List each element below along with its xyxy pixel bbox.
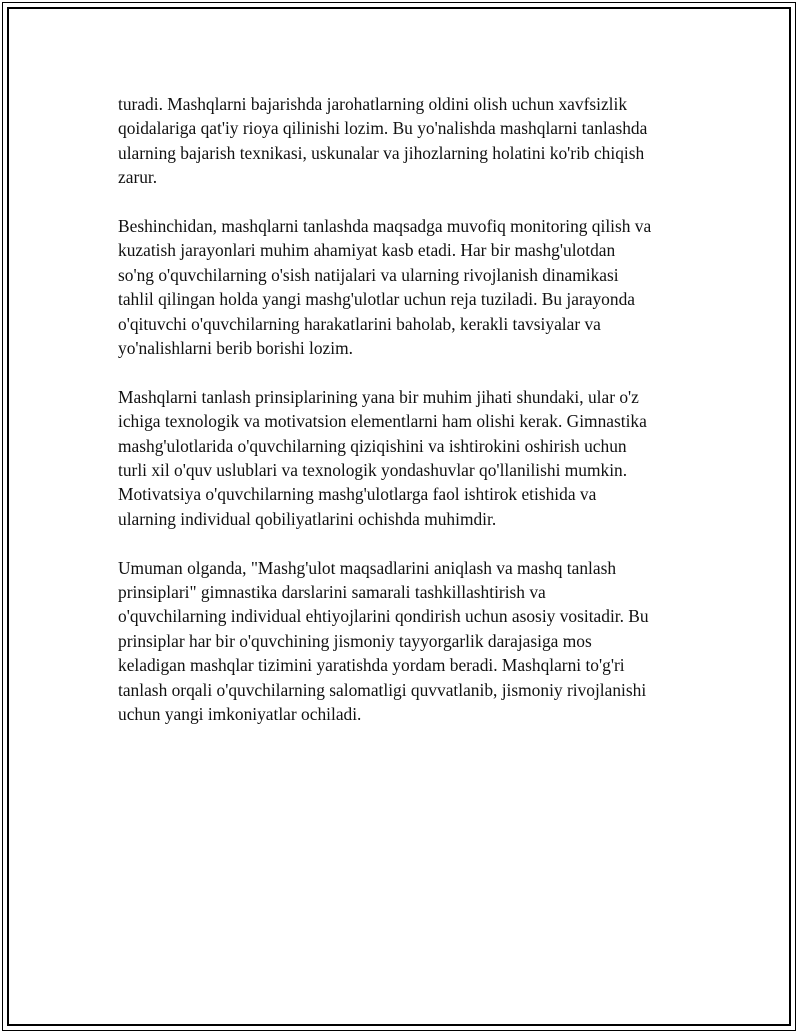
text-line: Motivatsiya o'quvchilarning mashg'ulotlarga faol ishtirok etishida va — [118, 484, 597, 505]
paragraph-4 — [118, 556, 698, 727]
text-line: prinsiplari" gimnastika darslarini samarali tashkillashtirish va — [118, 582, 546, 603]
text-line: Umuman olganda, "Mashg'ulot maqsadlarini aniqlash va mashq tanlash — [118, 557, 617, 578]
paragraph-1 — [118, 92, 698, 190]
text-line: qoidalariga qat'iy rioya qilinishi lozim. Bu yo'nalishda mashqlarni tanlashda — [118, 118, 648, 139]
text-line: so'ng o'quvchilarning o'sish natijalari va ularning rivojlanish dinamikasi — [118, 264, 619, 285]
text-line: tahlil qilingan holda yangi mashg'ulotlar uchun reja tuziladi. Bu jarayonda — [118, 289, 635, 310]
text-line: uchun yangi imkoniyatlar ochiladi. — [118, 704, 362, 725]
text-line: mashg'ulotlarida o'quvchilarning qiziqishini va ishtirokini oshirish uchun — [118, 435, 627, 456]
paragraph-3 — [118, 385, 698, 531]
document-body — [118, 92, 698, 751]
paragraph-2 — [118, 214, 698, 360]
text-line: ichiga texnologik va motivatsion elementlarni ham olishi kerak. Gimnastika — [118, 411, 647, 432]
text-line: Mashqlarni tanlash prinsiplarining yana bir muhim jihati shundaki, ular o'z — [118, 386, 639, 407]
text-line: ularning bajarish texnikasi, uskunalar va jihozlarning holatini ko'rib chiqish — [118, 142, 645, 163]
text-line: tanlash orqali o'quvchilarning salomatligi quvvatlanib, jismoniy rivojlanishi — [118, 679, 647, 700]
text-line: o'qituvchi o'quvchilarning harakatlarini baholab, kerakli tavsiyalar va — [118, 313, 601, 334]
text-line: turadi. Mashqlarni bajarishda jarohatlarning oldini olish uchun xavfsizlik — [118, 94, 628, 114]
text-line: prinsiplar har bir o'quvchining jismoniy tayyorgarlik darajasiga mos — [118, 630, 592, 651]
text-line: Beshinchidan, mashqlarni tanlashda maqsadga muvofiq monitoring qilish va — [118, 216, 652, 237]
text-line: zarur. — [118, 167, 158, 188]
text-line: turli xil o'quv uslublari va texnologik yondashuvlar qo'llanilishi mumkin. — [118, 460, 628, 481]
text-line: kuzatish jarayonlari muhim ahamiyat kasb etadi. Har bir mashg'ulotdan — [118, 240, 616, 261]
text-line: o'quvchilarning individual ehtiyojlarini qondirish uchun asosiy vositadir. Bu — [118, 606, 649, 627]
text-line: yo'nalishlarni berib borishi lozim. — [118, 338, 353, 359]
text-line: keladigan mashqlar tizimini yaratishda yordam beradi. Mashqlarni to'g'ri — [118, 655, 625, 676]
text-line: ularning individual qobiliyatlarini ochishda muhimdir. — [118, 508, 497, 529]
